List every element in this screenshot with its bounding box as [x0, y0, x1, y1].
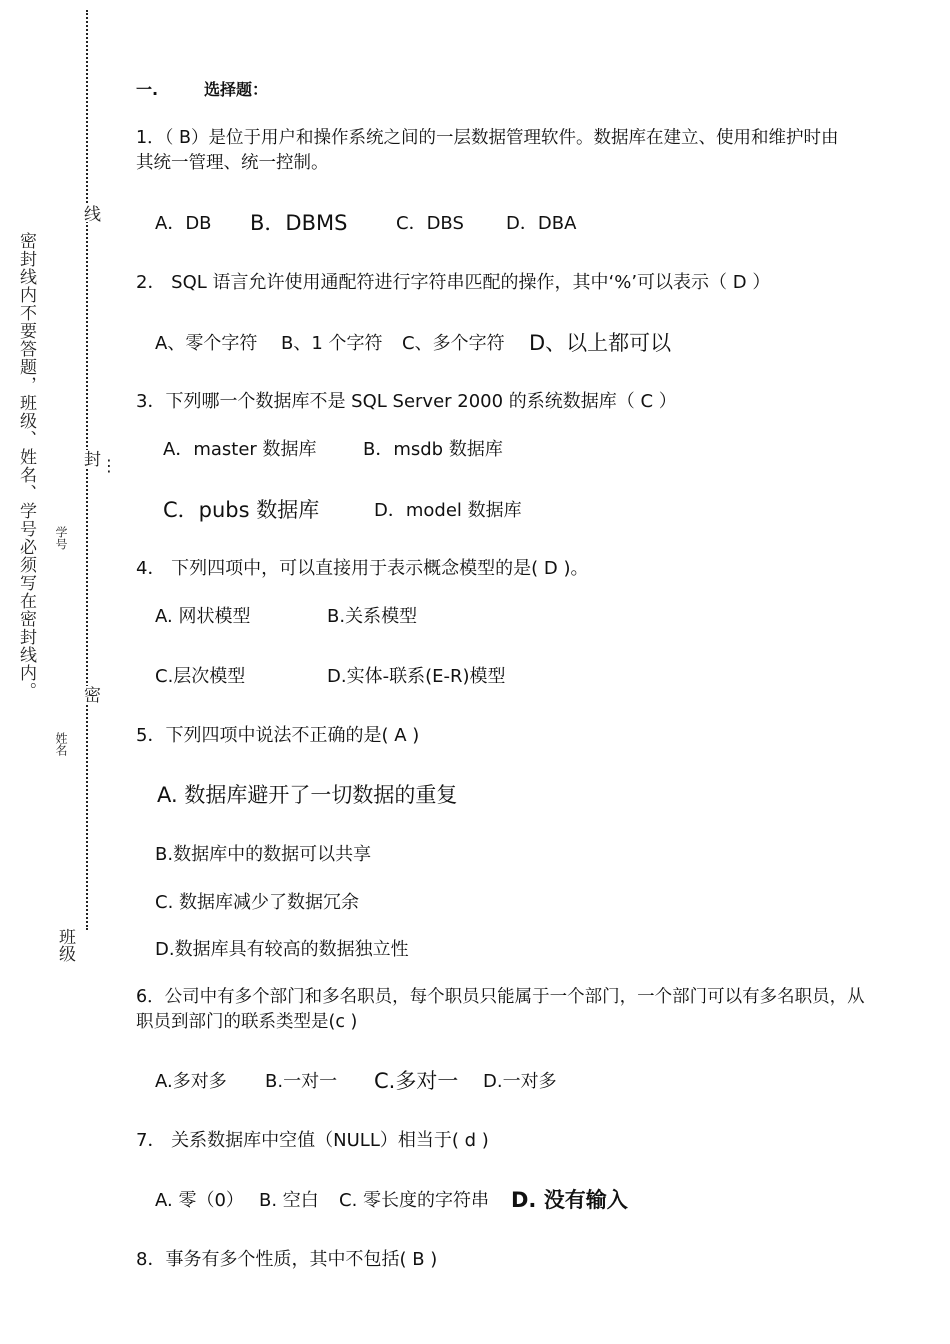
question-text: 7． 关系数据库中空值（NULL）相当于( d ) [136, 1130, 489, 1151]
option-b[interactable]: B．DBMS [250, 211, 348, 235]
option-b[interactable]: B、1 个字符 [281, 333, 383, 354]
seal-notice: 密封线内不要答题，班级、姓名、学号必须写在密封线内。 [16, 232, 36, 700]
option-a[interactable]: A. 数据库避开了一切数据的重复 [157, 783, 458, 807]
option-d[interactable]: D.实体-联系(E-R)模型 [327, 666, 506, 687]
option-a[interactable]: A．DB [155, 213, 212, 234]
option-b[interactable]: B.一对一 [265, 1071, 338, 1092]
option-a[interactable]: A. 网状模型 [155, 606, 251, 627]
option-a[interactable]: A. 零（0） [155, 1190, 244, 1211]
option-b[interactable]: B.数据库中的数据可以共享 [155, 844, 372, 865]
option-c[interactable]: C. 零长度的字符串 [339, 1190, 490, 1211]
question-text: 6．公司中有多个部门和多名职员，每个职员只能属于一个部门，一个部门可以有多名职员，从 [136, 987, 865, 1007]
label-student-id: 学号 [54, 526, 68, 550]
seal-char-feng: 封 [78, 450, 103, 467]
option-d[interactable]: D.数据库具有较高的数据独立性 [155, 939, 409, 960]
question-text: 8．事务有多个性质，其中不包括( B ) [136, 1249, 438, 1270]
option-c[interactable]: C．pubs 数据库 [163, 498, 320, 522]
question-text: 5．下列四项中说法不正确的是( A ) [136, 725, 420, 746]
section-title: 选择题： [204, 80, 269, 99]
seal-dotted-line [86, 10, 88, 930]
question-text: 1．（ B）是位于用户和操作系统之间的一层数据管理软件。数据库在建立、使用和维护时由 [136, 128, 839, 148]
seal-char-xian: 线 [78, 205, 103, 222]
option-d[interactable]: D.一对多 [483, 1071, 557, 1092]
question-text: 3．下列哪一个数据库不是 SQL Server 2000 的系统数据库（ C ） [136, 391, 677, 412]
option-d[interactable]: D. 没有输入 [511, 1188, 628, 1212]
option-b[interactable]: B.关系模型 [327, 606, 418, 627]
question-text-continued: 其统一管理、统一控制。 [136, 153, 329, 173]
option-a[interactable]: A．master 数据库 [163, 439, 317, 460]
seal-char-mi: 密 [78, 686, 103, 703]
option-b[interactable]: B. 空白 [259, 1190, 319, 1211]
section-number: 一. [136, 80, 159, 99]
option-a[interactable]: A.多对多 [155, 1071, 227, 1092]
option-c[interactable]: C. 数据库减少了数据冗余 [155, 892, 360, 913]
option-c[interactable]: C．DBS [396, 213, 464, 234]
option-d[interactable]: D．model 数据库 [374, 500, 522, 521]
question-text-continued: 职员到部门的联系类型是(c ) [136, 1012, 358, 1032]
question-text: 4． 下列四项中，可以直接用于表示概念模型的是( D )。 [136, 558, 589, 579]
option-a[interactable]: A、零个字符 [155, 333, 258, 354]
option-b[interactable]: B．msdb 数据库 [363, 439, 503, 460]
question-text: 2． SQL 语言允许使用通配符进行字符串匹配的操作，其中‘%’可以表示（ D ） [136, 272, 771, 293]
option-d[interactable]: D、以上都可以 [529, 331, 672, 355]
option-d[interactable]: D．DBA [506, 213, 577, 234]
option-c[interactable]: C、多个字符 [402, 333, 505, 354]
label-class: 班级 [55, 928, 75, 962]
label-name: 姓名 [54, 732, 68, 756]
seal-dots-icon: ⋮ [101, 456, 117, 475]
option-c[interactable]: C.多对一 [374, 1069, 459, 1093]
option-c[interactable]: C.层次模型 [155, 666, 246, 687]
